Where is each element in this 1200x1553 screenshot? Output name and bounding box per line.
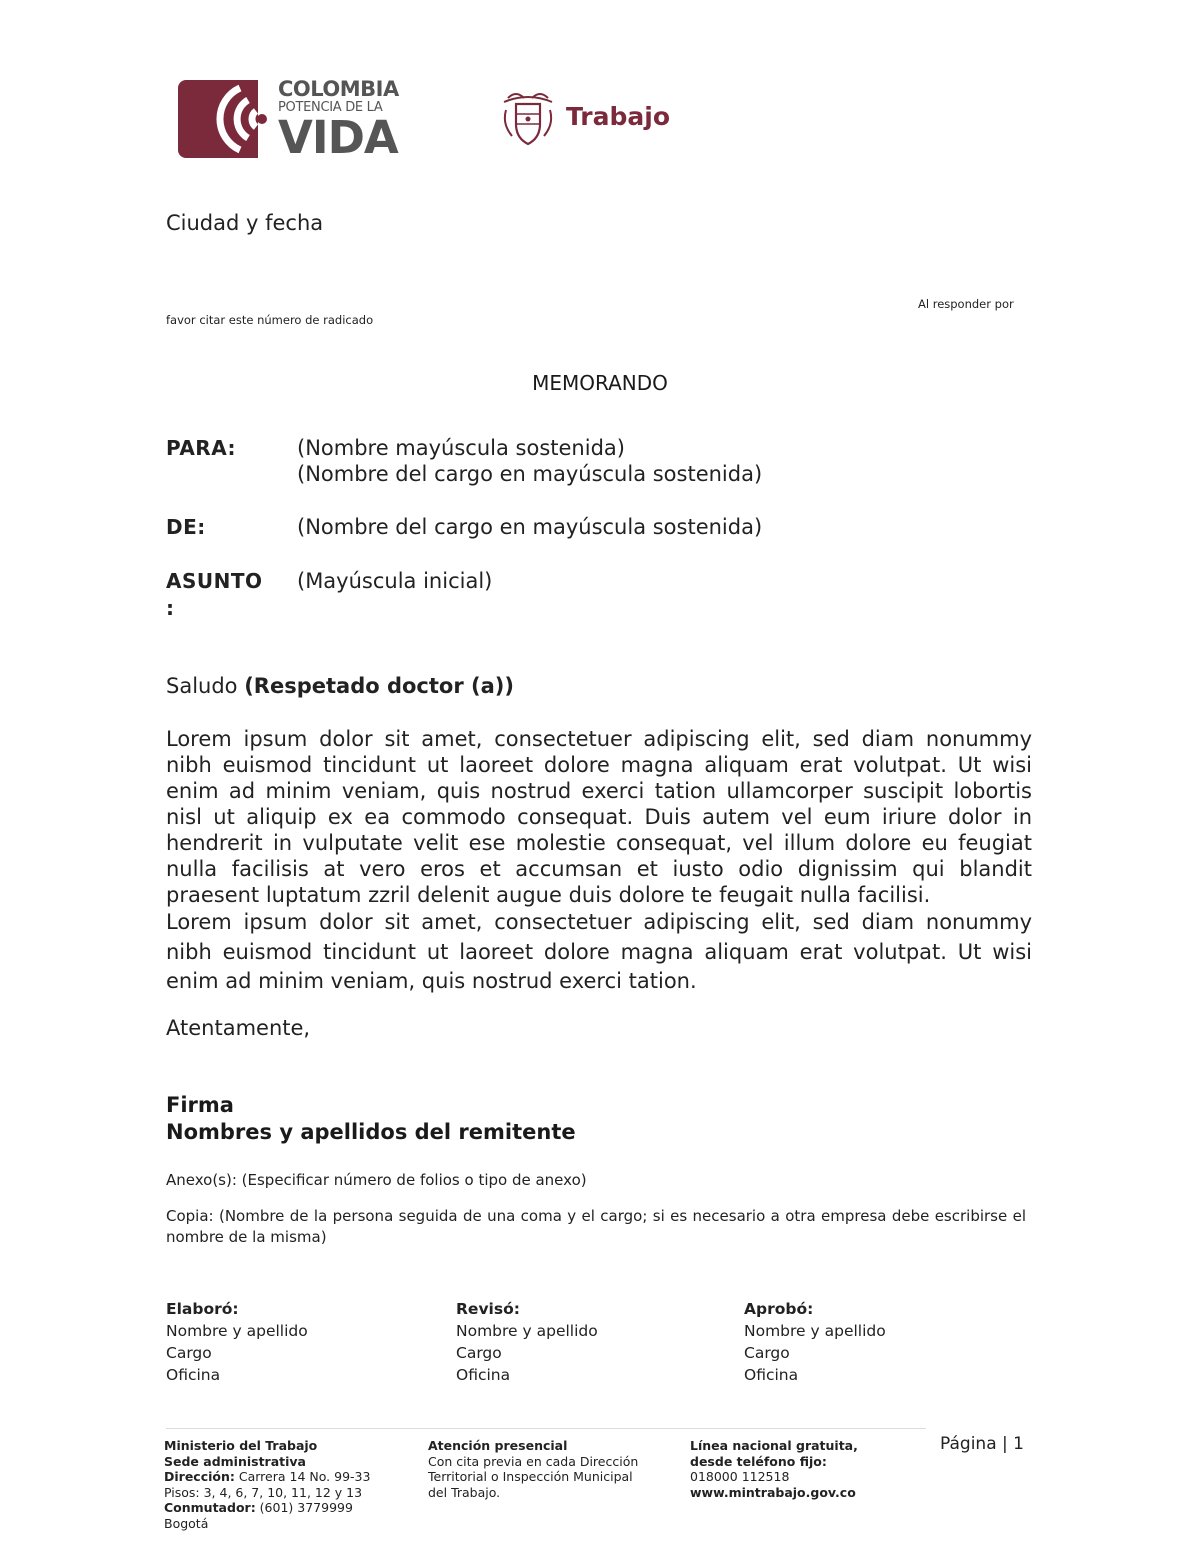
approval-title: Aprobó: [744,1300,814,1318]
body-paragraph-1: Lorem ipsum dolor sit amet, consectetuer adipiscing elit, sed diam nonummy nibh euismod tincidunt ut laoreet dolore magna aliquam erat volutpat. Ut wisi enim ad minim veniam, quis nostrud exerci tation ullamcorper suscipit lobortis nisl ut aliquip ex ea commodo consequat. Duis autem vel eum iriure dolor in hendrerit in vulputate velit ese molestie consequat, vel illum dolore eu feugiat nulla facilisis at vero eros et accumsan et iusto odio dignissim qui blandit praesent luptatum zzril delenit augue duis dolore te feugait nulla facilisi. [166,727,1032,907]
asunto-label [166,568,276,622]
approval-cargo: Cargo [744,1344,790,1362]
approval-oficina: Oficina [166,1366,221,1384]
footer-sede: Sede administrativa [164,1453,306,1469]
para-label: PARA: [166,436,237,460]
approval-cargo: Cargo [166,1344,212,1362]
footer-floors: Pisos: 3, 4, 6, 7, 10, 11, 12 y 13 [164,1484,363,1500]
footer-divider [166,1428,926,1429]
asunto-label-word: ASUNTO [166,569,263,593]
ministerio-trabajo-logo [500,88,680,150]
approval-title: Revisó: [456,1300,520,1318]
approval-cargo: Cargo [456,1344,502,1362]
footer-phone-label: Conmutador: [164,1500,256,1515]
greeting-salutation: (Respetado doctor (a)) [244,674,514,698]
footer-phone [164,1500,370,1516]
greeting [166,673,514,699]
approval-name: Nombre y apellido [456,1322,598,1340]
footer-attention-line: del Trabajo. [428,1484,501,1500]
footer-hotline-title: Línea nacional gratuita, [690,1438,858,1453]
para-cargo: (Nombre del cargo en mayúscula sostenida) [297,462,763,486]
approval-oficina: Oficina [456,1366,511,1384]
asunto-value: (Mayúscula inicial) [297,569,493,593]
footer-ministry-name: Ministerio del Trabajo [164,1438,318,1453]
approval-reviso [456,1298,598,1386]
de-cargo: (Nombre del cargo en mayúscula sostenida) [297,515,763,539]
signature-block [166,1092,576,1146]
para-name: (Nombre mayúscula sostenida) [297,436,625,460]
approval-oficina: Oficina [744,1366,799,1384]
body-text [166,726,1032,997]
approval-title: Elaboró: [166,1300,239,1318]
document-title: MEMORANDO [532,371,668,395]
colombia-waves-icon [178,80,270,158]
footer-ministry-info [164,1438,370,1531]
logo-line-potencia: POTENCIA DE LA [278,100,383,115]
footer-hotline-subtitle: desde teléfono fijo: [690,1453,827,1469]
anexos: Anexo(s): (Especificar número de folios o tipo de anexo) [166,1171,587,1189]
footer-address-value: Carrera 14 No. 99-33 [234,1469,371,1484]
footer-hotline-info [690,1438,858,1500]
de-label: DE: [166,515,206,539]
footer-address [164,1469,370,1485]
footer-attention-line: Con cita previa en cada Dirección [428,1453,639,1469]
approval-aprobo [744,1298,886,1386]
city-date: Ciudad y fecha [166,211,324,235]
ministry-name: Trabajo [566,102,671,131]
footer-city: Bogotá [164,1515,209,1531]
logo-line-vida: VIDA [278,111,398,164]
greeting-prefix: Saludo [166,674,245,698]
coat-of-arms-icon [500,88,556,148]
colombia-potencia-logo [178,77,403,164]
logo-line-colombia: COLOMBIA [278,77,399,101]
approval-name: Nombre y apellido [166,1322,308,1340]
body-paragraph-2: Lorem ipsum dolor sit amet, consectetuer adipiscing elit, sed diam nonummy nibh euismod tincidunt ut laoreet dolore magna aliquam erat volutpat. Ut wisi enim ad minim veniam, quis nostrud exerci tation. [166,910,1032,993]
signature-label: Firma [166,1093,234,1117]
radicado-note: favor citar este número de radicado [166,313,374,327]
footer-attention-info [428,1438,638,1500]
copia: Copia: (Nombre de la persona seguida de una coma y el cargo; si es necesario a otra empresa debe escribirse el nombre de la misma) [166,1207,1026,1246]
footer-hotline-number: 018000 112518 [690,1469,790,1484]
colombia-logo-text [278,77,399,164]
asunto-label-colon: : [166,596,175,620]
approval-elaboro [166,1298,308,1386]
footer-address-label: Dirección: [164,1469,235,1484]
sender-name: Nombres y apellidos del remitente [166,1120,576,1144]
footer-attention-title: Atención presencial [428,1438,568,1453]
response-note: Al responder por [918,297,1014,311]
closing: Atentamente, [166,1016,311,1040]
page-number: Página | 1 [940,1434,1024,1454]
footer-attention-line: Territorial o Inspección Municipal [428,1469,633,1484]
approval-name: Nombre y apellido [744,1322,886,1340]
footer-website-link[interactable]: www.mintrabajo.gov.co [690,1484,856,1500]
footer-phone-value: (601) 3779999 [255,1500,353,1515]
